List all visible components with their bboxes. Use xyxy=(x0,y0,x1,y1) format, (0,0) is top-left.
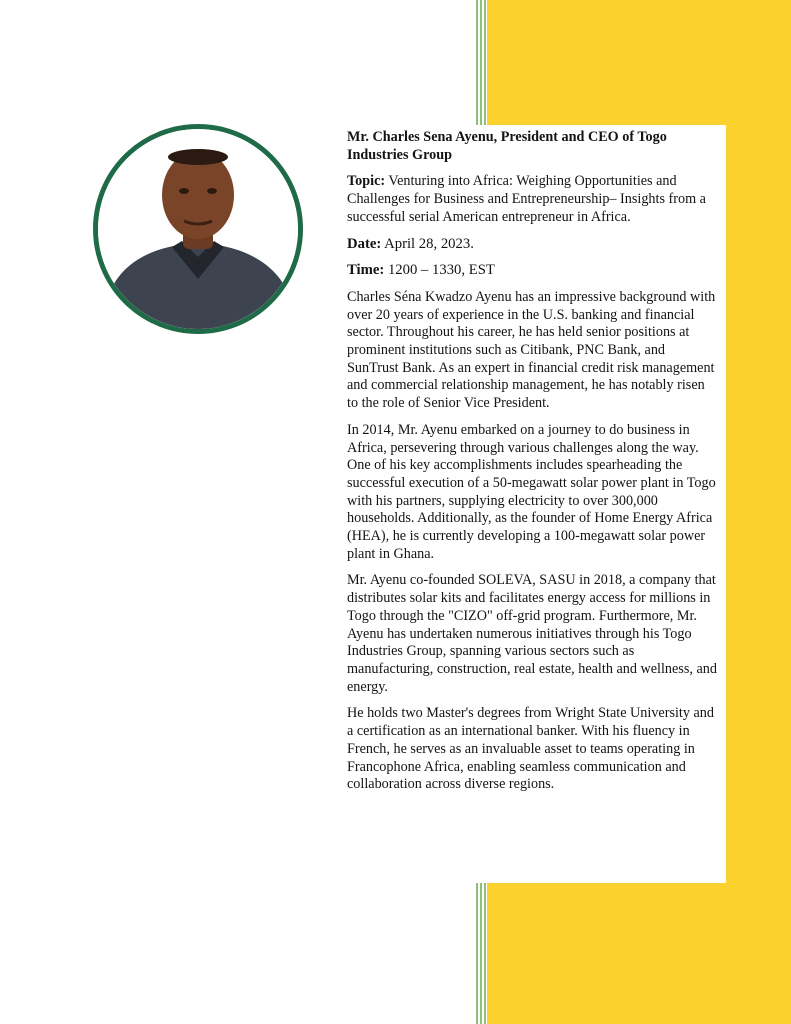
time-line xyxy=(347,262,719,280)
topic-line xyxy=(347,173,719,226)
bio-paragraph: Charles Séna Kwadzo Ayenu has an impressive background with over 20 years of experience in the U.S. banking and financial sector. Throughout his career, he has held senior positions at prominent institutions such as Citibank, PNC Bank, and SunTrust Bank. As an expert in financial credit risk management and commercial relationship management, he has notably risen to the role of Senior Vice President. xyxy=(347,288,716,412)
speaker-portrait xyxy=(93,124,303,334)
time-text: 1200 – 1330, EST xyxy=(384,262,495,279)
bio-paragraph: He holds two Master's degrees from Wright State University and a certification as an international banker. With his fluency in French, he serves as an invaluable asset to teams operating in Francophone Africa, enabling seamless communication and collaboration across diverse regions. xyxy=(347,705,714,793)
bio-paragraph: Mr. Ayenu co-founded SOLEVA, SASU in 2018, a company that distributes solar kits and facilitates energy access for millions in Togo through the "CIZO" off-grid program. Furthermore, Mr. Ayenu has undertaken numerous initiatives through his Togo Industries Group, spanning various sectors such as manufacturing, construction, real estate, health and wellness, and energy. xyxy=(347,572,717,695)
person-photo-icon xyxy=(98,129,298,329)
bio-paragraph: In 2014, Mr. Ayenu embarked on a journey to do business in Africa, persevering through various challenges along the way. One of his key accomplishments includes spearheading the successful execution of a 50-megawatt solar power plant in Togo with his partners, supplying electricity to over 300,000 households. Additionally, as the founder of Home Energy Africa (HEA), he is currently developing a 100-megawatt solar power plant in Ghana. xyxy=(347,421,716,562)
time-label: Time: xyxy=(347,262,385,279)
date-text: April 28, 2023. xyxy=(381,235,474,252)
topic-text: Venturing into Africa: Weighing Opportunities and Challenges for Business and Entrepreneurship– Insights from a successful serial American entrepreneur in Africa. xyxy=(347,173,706,225)
date-label: Date: xyxy=(347,235,382,252)
date-line xyxy=(347,236,719,254)
speaker-name-title: Mr. Charles Sena Ayenu, President and CEO of Togo Industries Group xyxy=(347,129,667,163)
speaker-profile xyxy=(347,129,719,803)
topic-label: Topic: xyxy=(347,173,386,190)
